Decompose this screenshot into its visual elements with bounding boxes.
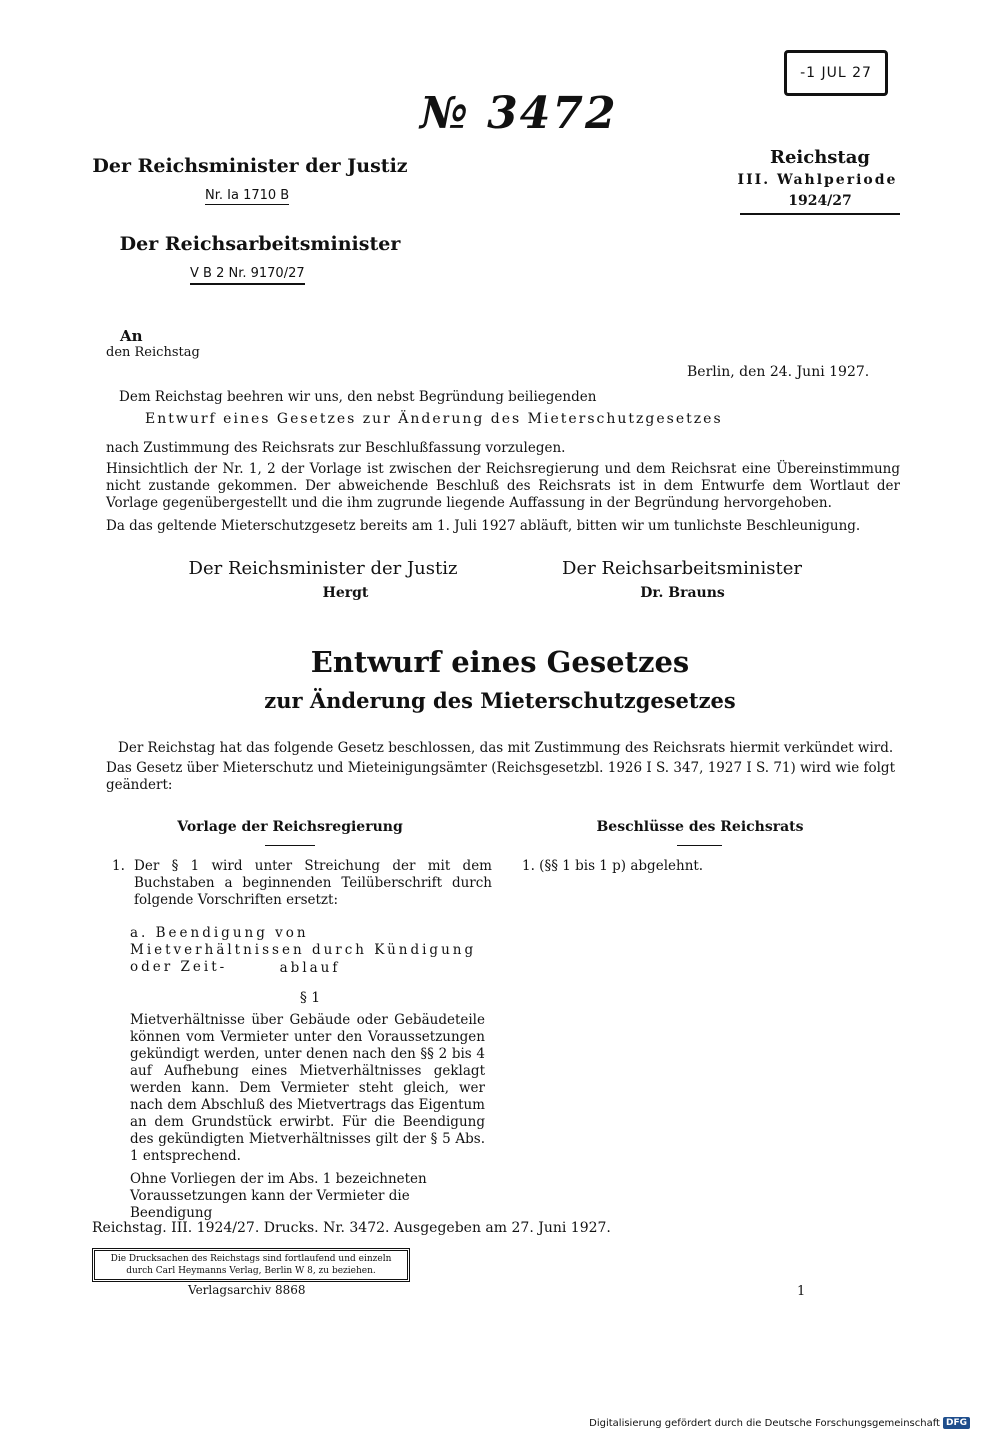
letter-draft-title: Entwurf eines Gesetzes zur Änderung des Mieterschutzgesetzes [145,411,723,427]
signature-left-name: Hergt [322,585,369,601]
page-mark: 1 [797,1284,806,1299]
column-left-rule [265,845,315,846]
column-right-heading: Beschlüsse des Reichsrats [596,819,804,835]
header-minister-justiz-number: Nr. Ia 1710 B [205,188,290,203]
signature-left-title: Der Reichsminister der Justiz [188,558,458,579]
left-item-number: 1. [112,858,125,874]
paragraph-text-2: Ohne Vorliegen der im Abs. 1 bezeichneten Voraussetzungen kann der Vermieter die Beendigung [130,1171,427,1221]
letter-paragraph-2: Hinsichtlich der Nr. 1, 2 der Vorlage ist zwischen der Reichsregierung und dem Reichsrat eine Übereinstimmung nicht zustande gekommen. Der abweichende Beschluß des Reichsrats ist in dem Entwurfe dem Wortlaut der Vorlage gegenübergestellt und die ihm zugrunde liegende Auffassung in der Begründung hervorgehoben. [106,461,900,511]
left-item-text: Der § 1 wird unter Streichung der mit dem Buchstaben a beginnenden Teilüberschrift durch folgende Vorschriften ersetzt: [134,858,492,908]
sub-heading-a-end: ablauf [279,960,341,976]
footer-notice-box: Die Drucksachen des Reichstags sind fortlaufend und einzeln durch Carl Heymanns Verlag, Berlin W 8, zu beziehen. [92,1248,410,1282]
reichstag-title: Reichstag [770,147,870,168]
document-number: № 3472 [420,88,618,139]
reichstag-period: III. Wahlperiode [737,172,898,188]
right-item-1: 1. (§§ 1 bis 1 p) abgelehnt. [522,858,704,874]
date-stamp: -1 JUL 27 [784,50,888,96]
column-left-heading: Vorlage der Reichsregierung [177,819,403,835]
letter-date: Berlin, den 24. Juni 1927. [687,364,870,380]
draft-title: Entwurf eines Gesetzes [310,645,690,679]
paragraph-text: Mietverhältnisse über Gebäude oder Gebäudeteile können vom Vermieter unter den Voraussetzungen gekündigt werden, unter denen nach den §§ 2 bis 4 auf Aufhebung eines Mietverhältnisses geklagt werden kann. Dem Vermieter steht gleich, wer nach dem Abschluß des Mietvertrags das Eigentum an dem Grundstück erwirbt. Für die Beendigung des gekündigten Mietverhältnisses gilt der § 5 Abs. 1 entsprechend. [130,1012,485,1164]
letter-paragraph-1-end: nach Zustimmung des Reichsrats zur Beschlußfassung vorzulegen. [106,440,566,456]
signature-right-name: Dr. Brauns [640,585,725,601]
dfg-credit [589,1417,970,1429]
draft-subtitle: zur Änderung des Mieterschutzgesetzes [264,688,736,713]
address-recipient: den Reichstag [106,345,200,360]
sub-heading-a: a. Beendigung von Mietverhältnissen durch Kündigung oder Zeit- [130,925,477,975]
dfg-logo-icon: DFG [943,1417,970,1429]
draft-intro-2: Das Gesetz über Mieterschutz und Mieteinigungsämter (Reichsgesetzbl. 1926 I S. 347, 1927 I S. 71) wird wie folgt geändert: [106,760,895,793]
address-an: An [120,327,143,345]
header-minister-arbeit: Der Reichsarbeitsminister [119,233,401,255]
reichstag-years: 1924/27 [740,193,900,215]
column-right-rule [677,845,722,846]
left-item-1 [112,858,492,909]
letter-paragraph-1: Dem Reichstag beehren wir uns, den nebst Begründung beiliegenden [119,389,597,405]
letter-paragraph-3: Da das geltende Mieterschutzgesetz bereits am 1. Juli 1927 abläuft, bitten wir um tunlichste Beschleunigung. [106,518,861,534]
signature-right-title: Der Reichsarbeitsminister [562,558,802,579]
draft-intro-1: Der Reichstag hat das folgende Gesetz beschlossen, das mit Zustimmung des Reichsrats hiermit verkündet wird. [118,740,894,756]
footer-line: Reichstag. III. 1924/27. Drucks. Nr. 3472. Ausgegeben am 27. Juni 1927. [92,1220,611,1236]
header-minister-arbeit-number: V B 2 Nr. 9170/27 [190,266,305,285]
footer-verlag: Verlagsarchiv 8868 [188,1283,306,1297]
header-minister-justiz: Der Reichsminister der Justiz [92,155,408,177]
dfg-credit-text: Digitalisierung gefördert durch die Deutsche Forschungsgemeinschaft [589,1417,940,1429]
paragraph-sign: § 1 [299,990,321,1006]
